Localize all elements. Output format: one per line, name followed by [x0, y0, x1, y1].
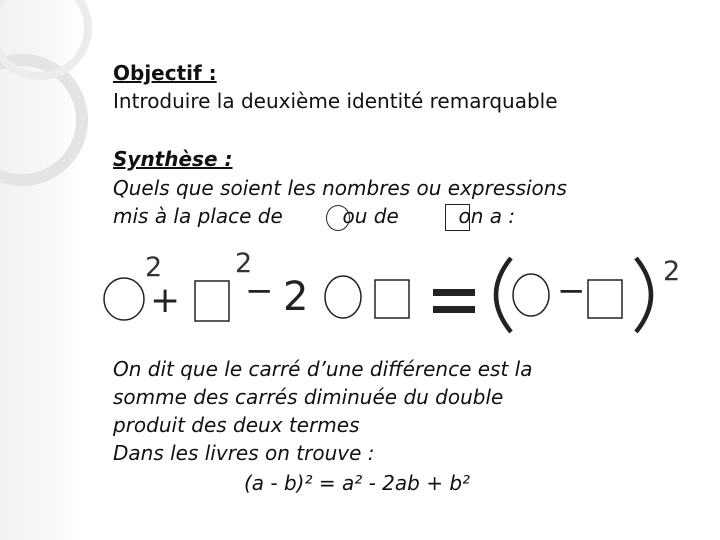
minus-sign-1: − — [245, 271, 274, 311]
decorative-rings — [0, 0, 120, 260]
synthese-title: Synthèse : — [113, 147, 233, 171]
formula-square-2 — [375, 280, 409, 318]
equals-bar-top — [433, 289, 475, 296]
equals-bar-bottom — [433, 306, 475, 313]
conclusion-line-4: Dans les livres on trouve : — [113, 441, 375, 465]
conclusion-line-2: somme des carrés diminuée du double — [113, 385, 504, 409]
formula-circle-2 — [325, 276, 361, 318]
identity-formula-graphic — [95, 248, 695, 343]
synthese-line-1: Quels que soient les nombres ou expressions — [113, 176, 567, 200]
coefficient-two: 2 — [283, 274, 309, 320]
formula-square-3 — [588, 280, 622, 318]
synthese-line-2-part-3: on a : — [458, 204, 516, 228]
square-placeholder-shape — [445, 204, 470, 231]
formula-circle-3 — [513, 274, 549, 316]
circle-placeholder-shape — [326, 205, 350, 231]
exponent-square: 2 — [235, 248, 253, 279]
objectif-text: Introduire la deuxième identité remarquable — [113, 89, 558, 113]
conclusion-line-1: On dit que le carré d’une différence est la — [113, 357, 533, 381]
formula-circle-1 — [104, 278, 144, 320]
left-parenthesis — [496, 258, 511, 332]
exponent-circle: 2 — [145, 252, 163, 283]
conclusion-line-3: produit des deux termes — [113, 413, 360, 437]
algebraic-formula: (a - b)² = a² - 2ab + b² — [244, 471, 471, 495]
formula-square-1 — [195, 281, 229, 321]
conclusion-block — [113, 355, 533, 467]
exponent-parenthesis: 2 — [663, 256, 681, 287]
right-parenthesis — [636, 258, 651, 332]
synthese-line-2-part-1: mis à la place de — [113, 204, 283, 228]
synthese-line-2-part-2: ou de — [342, 204, 399, 228]
objectif-title: Objectif : — [113, 61, 217, 85]
minus-sign-2: − — [557, 271, 586, 311]
plus-sign: + — [150, 280, 181, 321]
